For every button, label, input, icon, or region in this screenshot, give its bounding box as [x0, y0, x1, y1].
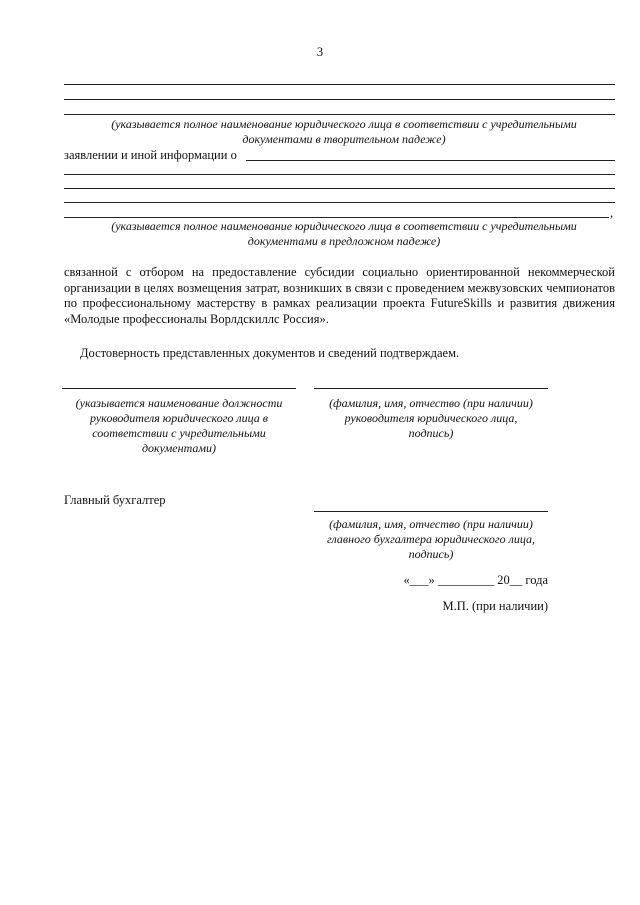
- hint-prepositional: (указывается полное наименование юридического лица в соответствии с учредительными документами в предложном падеже): [111, 219, 577, 248]
- blank-line[interactable]: [64, 202, 615, 203]
- blank-line[interactable]: [64, 217, 609, 218]
- hint-instrumental: (указывается полное наименование юридического лица в соответствии с учредительными документами в творительном падеже): [111, 117, 577, 146]
- blank-line[interactable]: [64, 84, 615, 85]
- blank-line[interactable]: [64, 99, 615, 100]
- head-name-hint: (фамилия, имя, отчество (при наличии) руководителя юридического лица, подпись): [329, 396, 533, 440]
- trailing-comma: ,: [610, 206, 614, 220]
- accountant-name-line[interactable]: [314, 511, 548, 512]
- blank-line[interactable]: [64, 188, 615, 189]
- blank-line[interactable]: [64, 174, 615, 175]
- head-position-line[interactable]: [62, 388, 296, 389]
- chief-accountant-label: Главный бухгалтер: [64, 493, 166, 507]
- stamp-note: М.П. (при наличии): [442, 599, 548, 613]
- blank-line[interactable]: [246, 160, 615, 161]
- head-position-hint: (указывается наименование должности руководителя юридического лица в соответствии с учредительными документами): [75, 396, 283, 455]
- page-number: 3: [316, 45, 324, 59]
- body-paragraph: связанной с отбором на предоставление субсидии социально ориентированной некоммерческой организации в целях возмещения затрат, возникших в связи с проведением межвузовских чемпионатов по профессиональному мастерству в рамках реализации проекта FutureSkills и развития движения «Молодые профессионалы Ворлдскиллс Россия».: [64, 265, 615, 326]
- accountant-hint: (фамилия, имя, отчество (при наличии) главного бухгалтера юридического лица, подпись): [327, 517, 535, 561]
- date-line[interactable]: «___» _________ 20__ года: [403, 573, 548, 587]
- blank-line[interactable]: [64, 114, 615, 115]
- statement-prefix: заявлении и иной информации о: [64, 148, 237, 162]
- head-name-line[interactable]: [314, 388, 548, 389]
- confirmation-text: Достоверность представленных документов и сведений подтверждаем.: [80, 346, 460, 360]
